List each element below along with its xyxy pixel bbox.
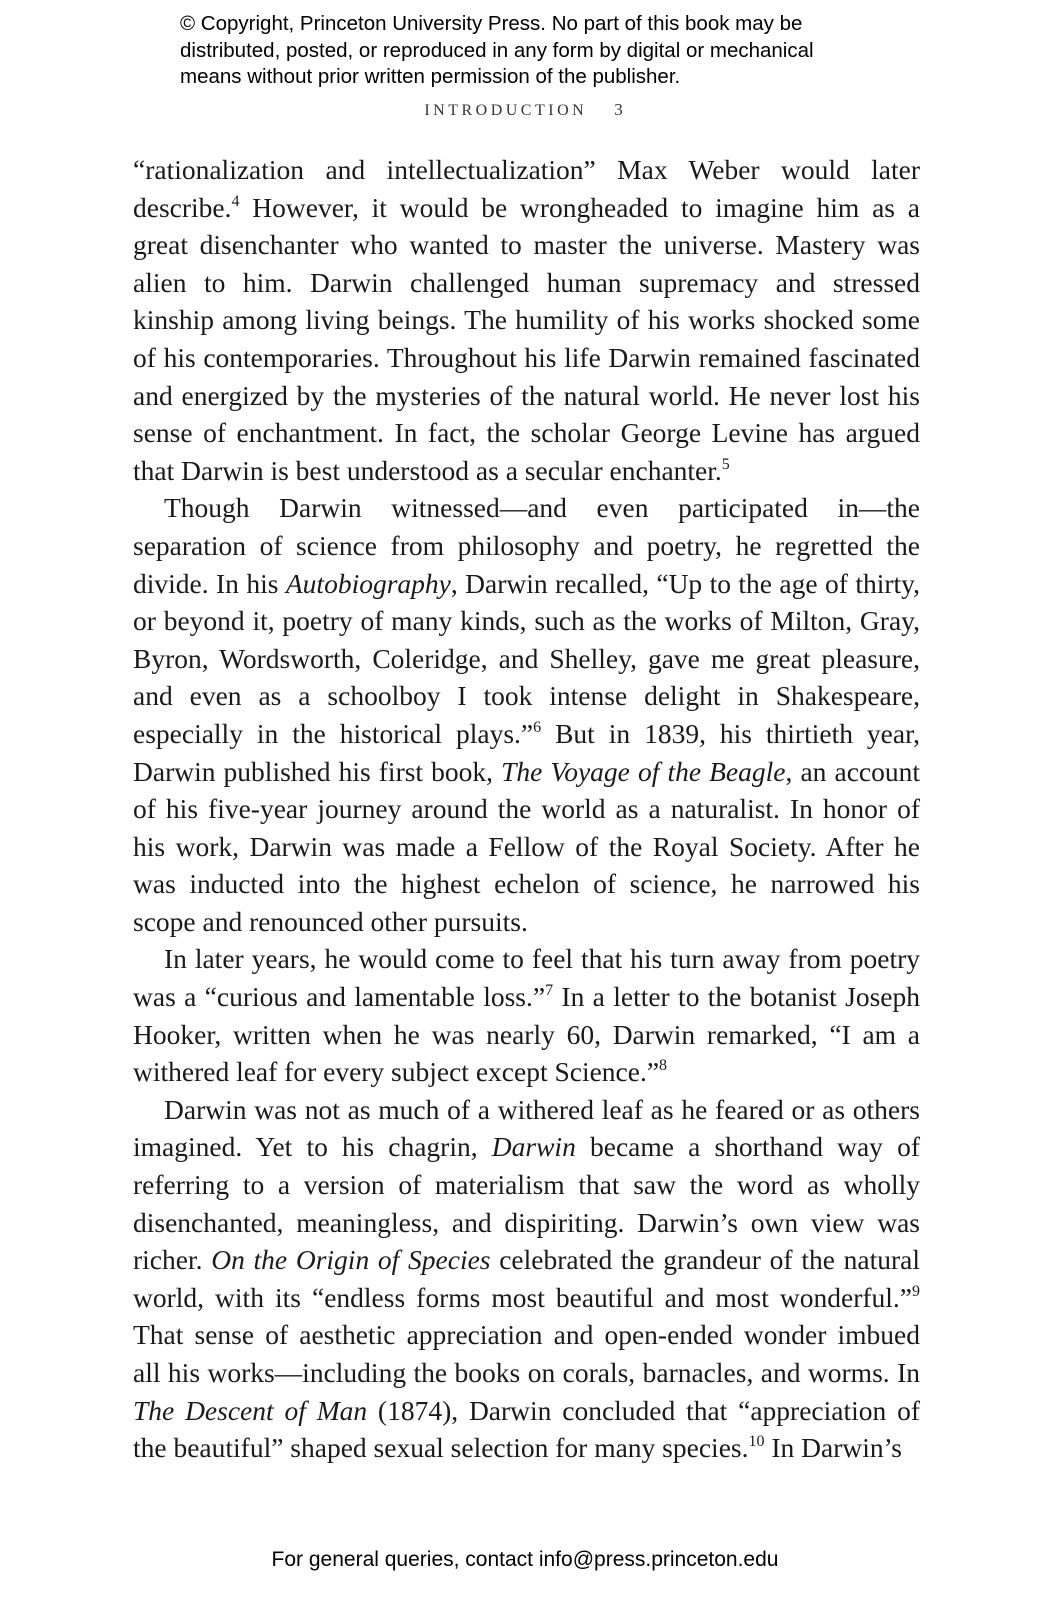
text-run: That sense of aesthetic appreciation and open-ended wonder imbued all his works—including the books on corals, barnacles, and worms. In xyxy=(133,1319,920,1388)
text-run: , Darwin recalled, “Up to the age of thirty, or beyond it, poetry of many kinds, such as the works of Milton, Gray, Byron, Wordsworth, Coleridge, and Shelley, gave me great pleasure, and even as a schoolboy I took intense delight in Shakespeare, especially in the historical plays.” xyxy=(133,567,920,749)
body-text xyxy=(133,151,920,1467)
book-title: The Descent of Man xyxy=(133,1394,368,1426)
text-run: But in 1839, his thirtieth year, Darwin published his first book, xyxy=(133,717,920,787)
footnote-ref: 5 xyxy=(721,455,730,473)
text-run: “rationalization and intellectualization” Max Weber would later describe. xyxy=(133,154,920,223)
text-run: celebrated the grandeur of the natural world, with its “endless forms most beautiful and most wonderful.” xyxy=(133,1244,920,1313)
paragraph xyxy=(133,1091,920,1467)
book-title: On the Origin of Species xyxy=(211,1244,491,1276)
text-run: , an account of his five-year journey around the world as a naturalist. In honor of his work, Darwin was made a Fellow of the Royal Society. After he was inducted into the highest echelon of science, he narrowed his scope and renounced other pursuits. xyxy=(133,755,920,937)
footnote-ref: 9 xyxy=(912,1282,920,1300)
footnote-ref: 4 xyxy=(231,192,240,210)
text-run: Darwin was not as much of a withered leaf as he feared or as others imagined. Yet to his chagrin, xyxy=(133,1093,920,1163)
text-run: (1874), Darwin concluded that “appreciation of the beautiful” shaped sexual selection for many species. xyxy=(133,1394,920,1464)
running-head xyxy=(0,100,1050,120)
text-run: However, it would be wrongheaded to imagine him as a great disenchanter who wanted to master the universe. Mastery was alien to him. Darwin challenged human supremacy and stressed kinship among living beings. The humility of his works shocked some of his contemporaries. Throughout his life Darwin remained fascinated and energized by the mysteries of the natural world. He never lost his sense of enchantment. In fact, the scholar George Levine has argued that Darwin is best understood as a secular enchanter. xyxy=(133,191,920,486)
footnote-ref: 10 xyxy=(748,1433,765,1451)
footer-contact: For general queries, contact info@press.princeton.edu xyxy=(271,1548,779,1571)
copyright-line: distributed, posted, or reproduced in any form by digital or mechanical xyxy=(180,38,814,62)
text-run: In later years, he would come to feel that his turn away from poetry was a “curious and lamentable loss.” xyxy=(133,943,920,1013)
footnote-ref: 8 xyxy=(659,1057,668,1075)
running-head-section: INTRODUCTION xyxy=(424,102,588,119)
copyright-notice xyxy=(180,11,940,91)
text-run: In a letter to the botanist Joseph Hooker, written when he was nearly 60, Darwin remarked, “I am a withered leaf for every subject except Science.” xyxy=(133,981,921,1088)
paragraph xyxy=(133,940,920,1090)
copyright-line: means without prior written permission of the publisher. xyxy=(180,65,681,88)
page-number: 3 xyxy=(614,100,626,119)
text-run: Though Darwin witnessed—and even participated in—the separation of science from philosophy and poetry, he regretted the divide. In his xyxy=(133,492,920,599)
paragraph xyxy=(133,489,920,940)
footnote-ref: 6 xyxy=(533,718,542,736)
copyright-line: © Copyright, Princeton University Press. No part of this book may be xyxy=(180,12,803,35)
book-title: The Voyage of the Beagle xyxy=(501,755,786,787)
paragraph xyxy=(133,151,920,489)
text-run: In Darwin’s xyxy=(764,1432,902,1464)
text-run: became a shorthand way of referring to a version of materialism that saw the word as wholly disenchanted, meaningless, and dispiriting. Darwin’s own view was richer. xyxy=(133,1131,920,1276)
book-title: Autobiography xyxy=(285,567,451,599)
footnote-ref: 7 xyxy=(545,982,554,1000)
emphasized-name: Darwin xyxy=(491,1131,576,1163)
